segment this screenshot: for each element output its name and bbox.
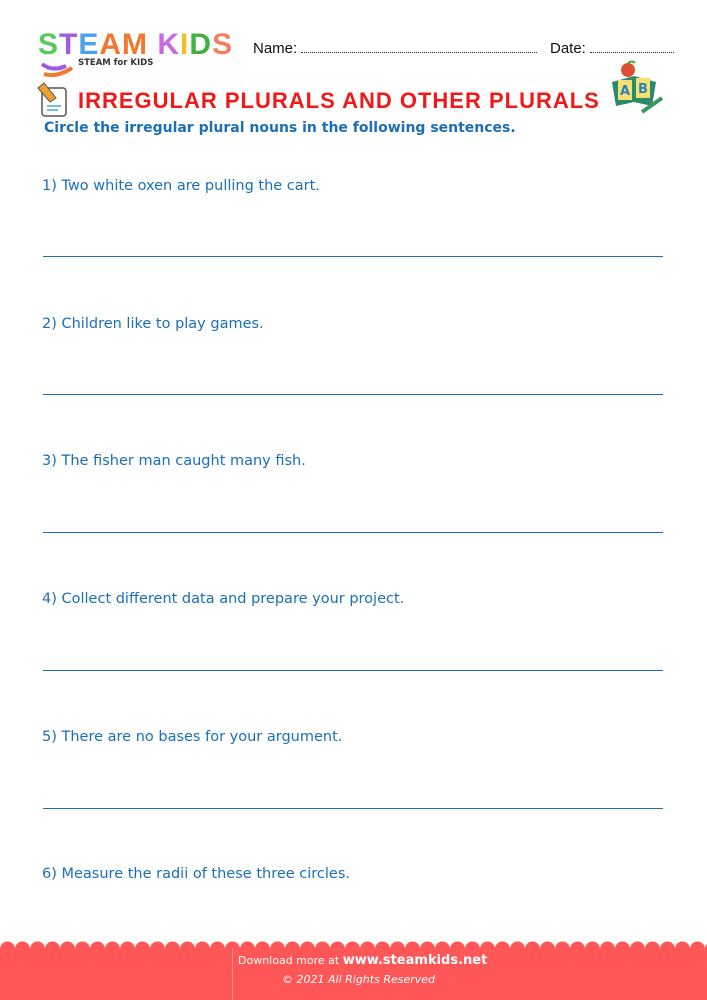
logo-subtitle: STEAM for KIDS [78, 58, 154, 68]
steam-kids-logo [38, 28, 234, 68]
question-6: 6) Measure the radii of these three circles. [42, 866, 351, 882]
question-3: 3) The fisher man caught many fish. [42, 453, 306, 469]
date-field[interactable] [550, 40, 674, 57]
site-link[interactable]: www.steamkids.net [342, 953, 488, 968]
instructions: Circle the irregular plural nouns in the following sentences. [44, 120, 516, 136]
question-5: 5) There are no bases for your argument. [42, 729, 343, 745]
footer-copyright: © 2021 All Rights Reserved [282, 973, 436, 986]
question-1: 1) Two white oxen are pulling the cart. [42, 178, 320, 194]
name-field[interactable] [253, 40, 537, 57]
svg-text:B: B [638, 82, 648, 97]
answer-line-5[interactable] [43, 808, 663, 809]
name-label: Name: [253, 40, 298, 57]
pencil-paper-icon [36, 82, 72, 118]
footer-divider [232, 948, 233, 1000]
answer-line-2[interactable] [43, 394, 663, 395]
svg-text:A: A [620, 84, 631, 99]
question-4: 4) Collect different data and prepare your project. [42, 591, 405, 607]
answer-line-4[interactable] [43, 670, 663, 671]
answer-line-3[interactable] [43, 532, 663, 533]
date-label: Date: [550, 40, 586, 57]
abc-book-icon [608, 60, 664, 116]
logo-text: STEAM KIDS [38, 28, 234, 61]
answer-line-1[interactable] [43, 256, 663, 257]
footer-download [238, 953, 487, 968]
download-text: Download more at [238, 954, 340, 967]
question-2: 2) Children like to play games. [42, 316, 264, 332]
logo-swoosh-icon [40, 60, 80, 80]
worksheet-title: IRREGULAR PLURALS AND OTHER PLURALS [78, 88, 600, 113]
